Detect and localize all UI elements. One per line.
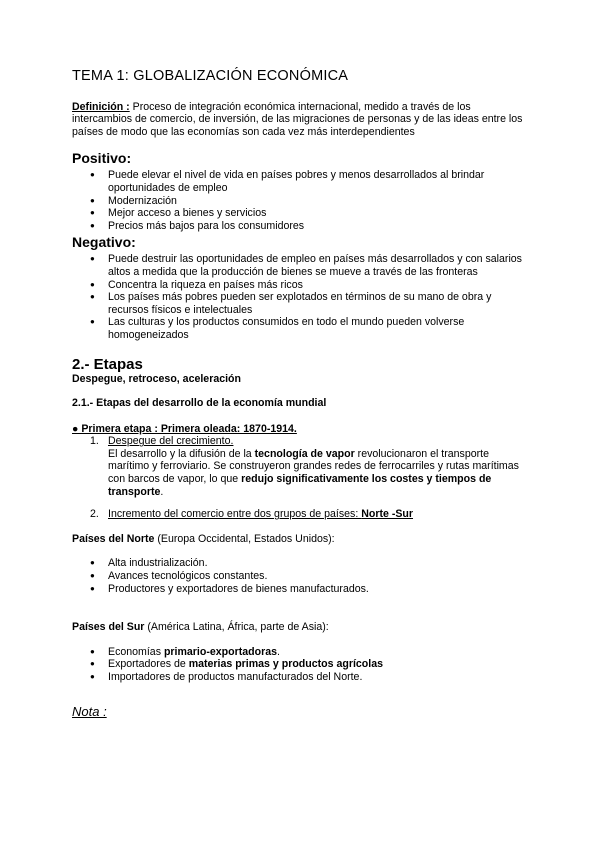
document-page [72, 70, 532, 718]
item-bold-text: redujo significativamente los costes y tiempos de transporte [108, 473, 492, 498]
negative-list [72, 253, 532, 341]
item-bold-text: materias primas y productos agrícolas [188, 658, 383, 671]
list-item [108, 646, 532, 659]
definition-text: Proceso de integración económica internacional, medido a través de los intercambios de comercio, de inversión, de las migraciones de personas y de las ideas entre los países de modo que las economías son cada vez más interdependientes [72, 100, 523, 138]
item-bold-text: Norte -Sur [361, 508, 414, 521]
list-item: ● Alta industrialización. [108, 557, 532, 570]
list-item: ● Precios más bajos para los consumidores [108, 220, 532, 233]
list-item: ● Mejor acceso a bienes y servicios [108, 207, 532, 220]
north-paren: (Europa Occidental, Estados Unidos): [154, 532, 335, 545]
south-heading [72, 621, 532, 634]
list-item: ● Productores y exportadores de bienes manufacturados. [108, 583, 532, 596]
south-label: Países del Sur [72, 621, 145, 634]
item-text: Incremento del comercio entre dos grupos de países: [108, 508, 362, 521]
positive-heading: Positivo: [72, 150, 132, 167]
item-text: revolucionaron el transporte marítimo y ferroviario. Se construyeron grandes redes de ferrocarriles y rutas marítimas con barcos de vapor, lo que [108, 447, 519, 486]
nota-heading: Nota : [72, 703, 107, 719]
section-subtitle: Despegue, retroceso, aceleración [72, 372, 241, 385]
list-item: ● Puede destruir las oportunidades de empleo en países más desarrollados y con salarios altos a medida que la producción de bienes se mueve a través de las fronteras [108, 253, 532, 278]
item-text: Economías [108, 645, 164, 658]
definition-paragraph [72, 101, 532, 139]
section-heading-etapas: 2.- Etapas [72, 355, 143, 373]
item-number: 2. [90, 508, 99, 521]
definition-label: Definición : [72, 100, 130, 113]
list-item [108, 658, 532, 671]
south-list [72, 646, 532, 684]
subsection-heading: 2.1.- Etapas del desarrollo de la economía mundial [72, 397, 327, 410]
item-bold-text: primario-exportadoras [163, 645, 277, 658]
list-item: ● Las culturas y los productos consumidos en todo el mundo pueden volverse homogeneizados [108, 316, 532, 341]
item-text: El desarrollo y la difusión de la [108, 447, 255, 460]
item-number: 1. [90, 435, 99, 448]
item-bold-text: tecnología de vapor [254, 447, 355, 460]
list-item: ● Concentra la riqueza en países más ricos [108, 279, 532, 292]
item-title: Despegue del crecimiento. [108, 435, 234, 448]
item-text: . [160, 485, 164, 498]
list-item: ● Puede elevar el nivel de vida en países pobres y menos desarrollados al brindar oportunidades de empleo [108, 169, 532, 194]
north-heading [72, 533, 532, 546]
north-list [72, 557, 532, 595]
page-title: TEMA 1: GLOBALIZACIÓN ECONÓMICA [72, 68, 349, 84]
list-item [90, 508, 532, 521]
stage-list [72, 435, 532, 521]
negative-heading: Negativo: [72, 234, 136, 251]
south-paren: (América Latina, África, parte de Asia): [144, 621, 329, 634]
list-item: ● Avances tecnológicos constantes. [108, 570, 532, 583]
stage-heading: ● Primera etapa : Primera oleada: 1870-1914. [72, 422, 297, 435]
list-item: ● Modernización [108, 195, 532, 208]
list-item [90, 435, 532, 498]
north-label: Países del Norte [72, 532, 155, 545]
list-item: ● Importadores de productos manufacturados del Norte. [108, 671, 532, 684]
list-item: ● Los países más pobres pueden ser explotados en términos de su mano de obra y recursos físicos e intelectuales [108, 291, 532, 316]
item-text: Exportadores de [108, 658, 189, 671]
positive-list [72, 169, 532, 232]
item-text: . [276, 645, 280, 658]
spacer [108, 498, 532, 508]
